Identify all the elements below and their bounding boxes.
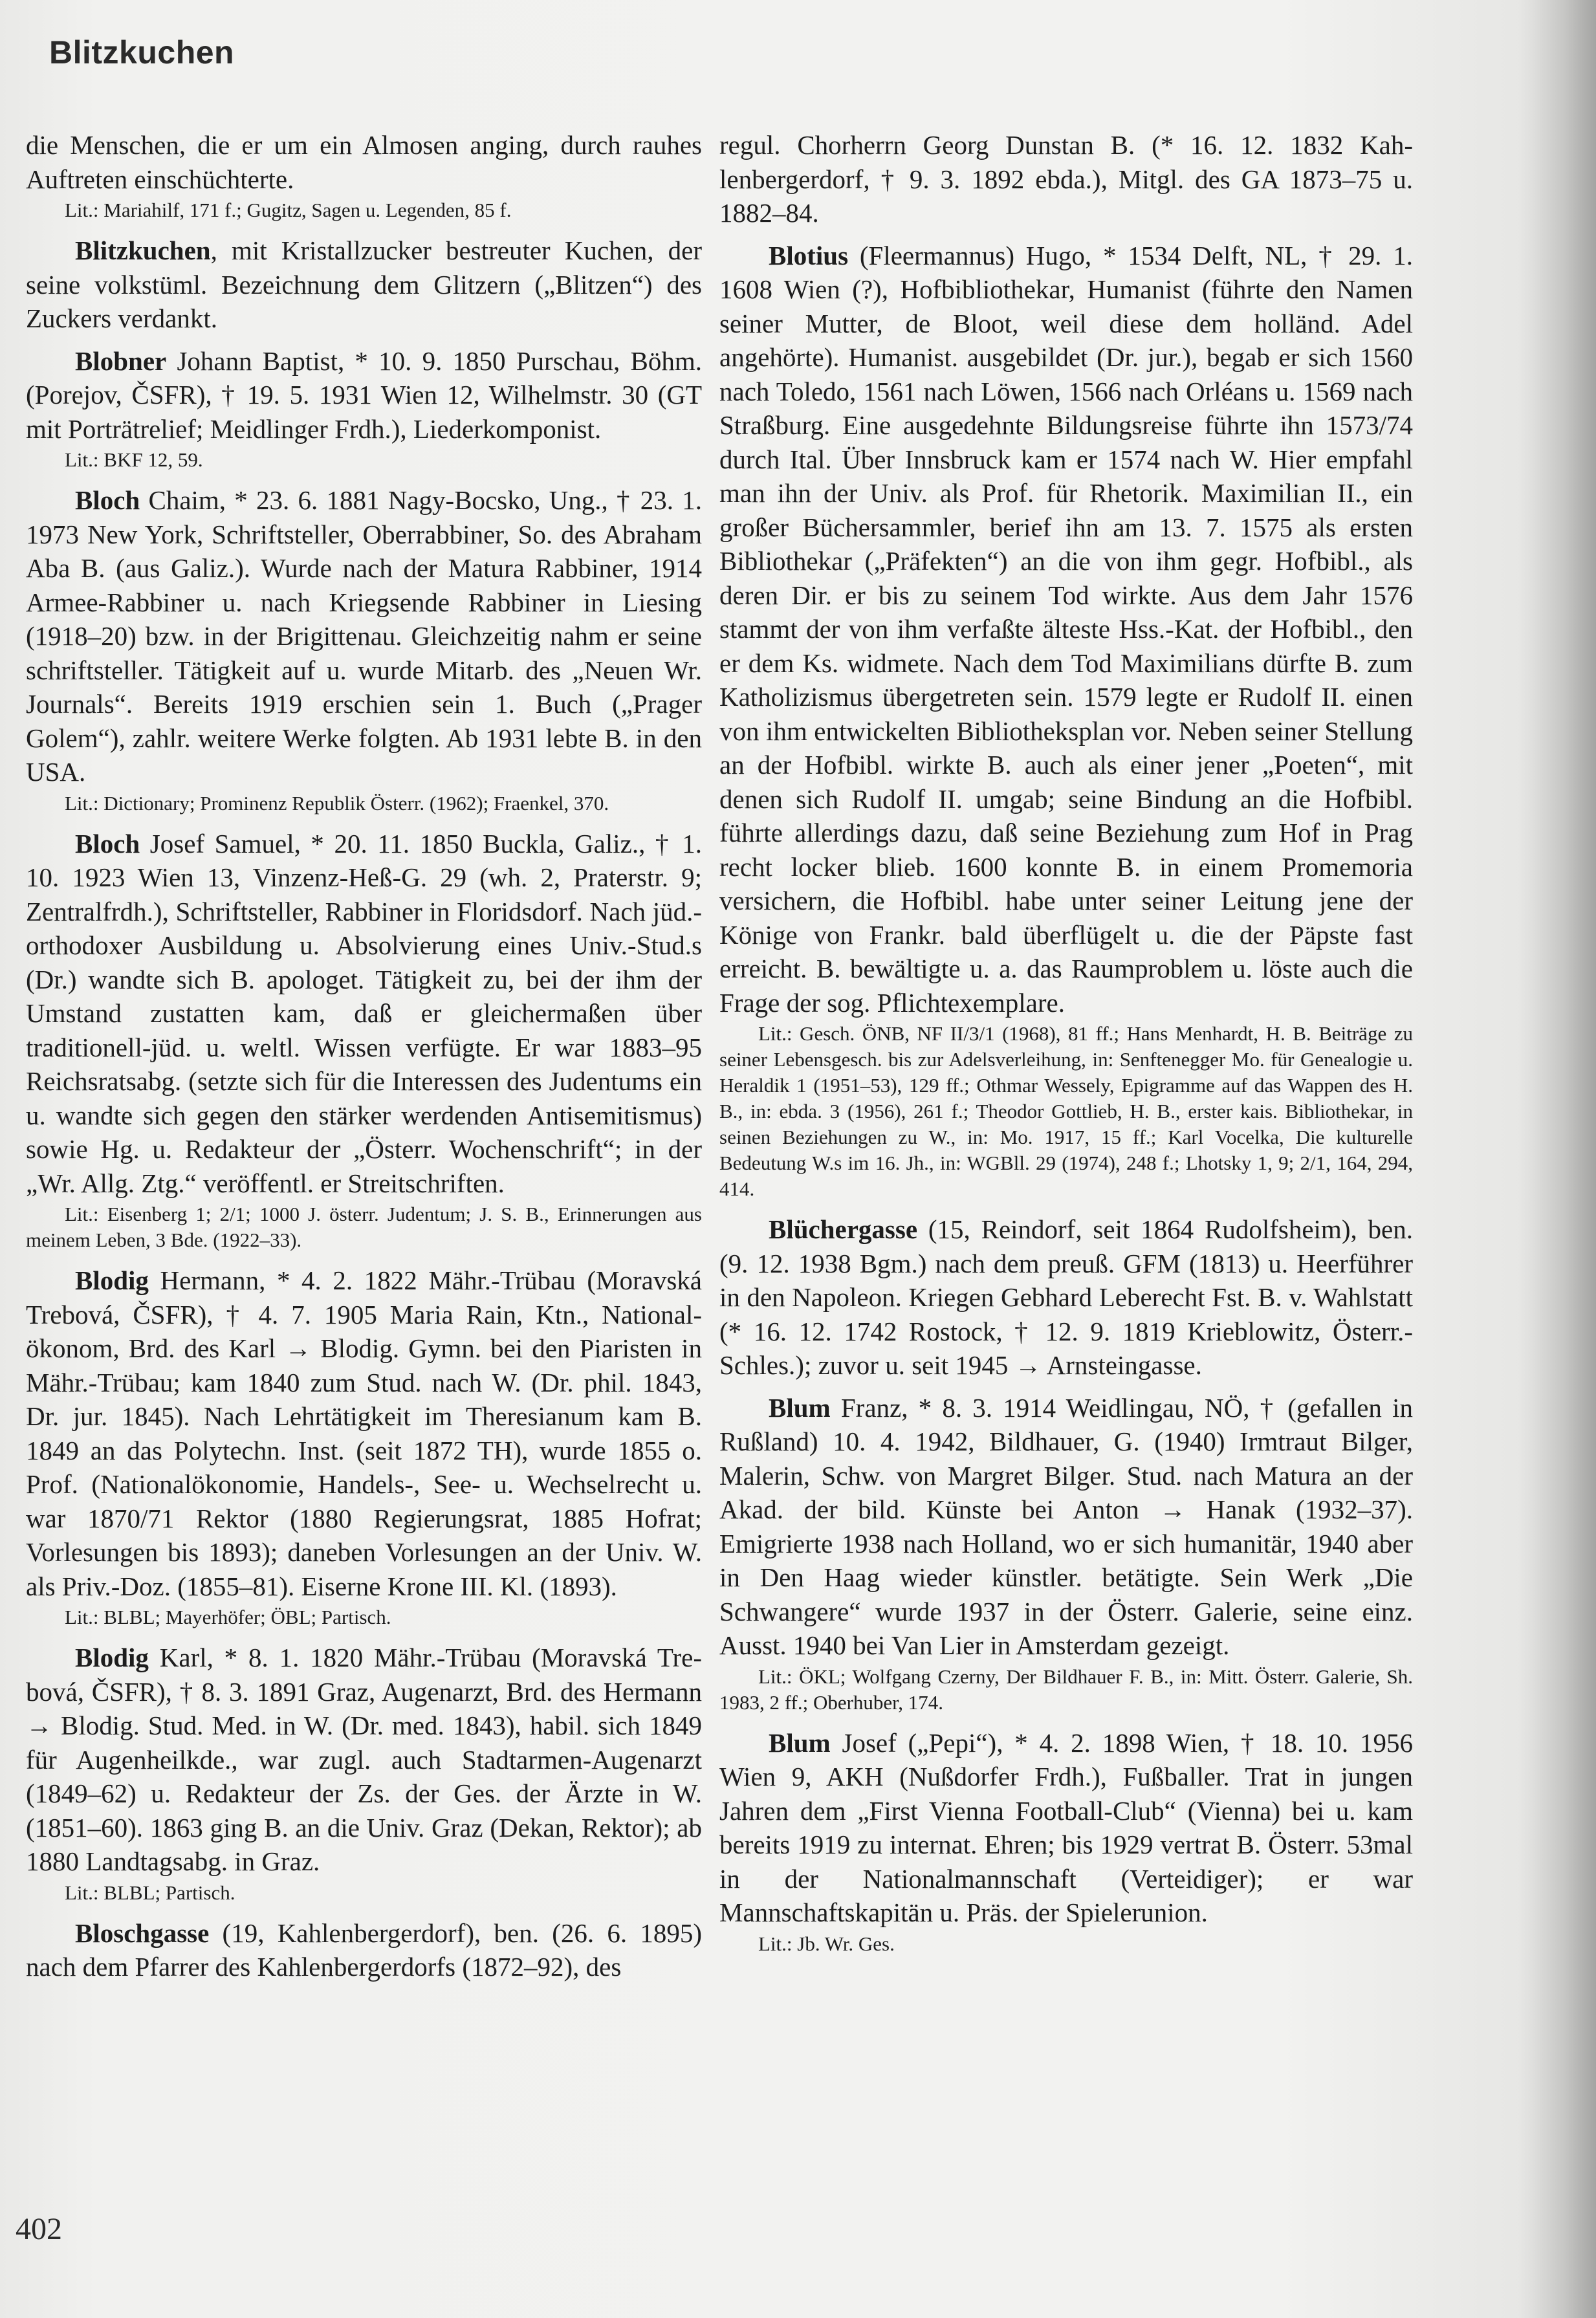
entry-text: [26, 344, 702, 446]
entry-lemma: Blobner: [75, 345, 167, 376]
dictionary-entry: [719, 239, 1413, 1203]
dictionary-entry: [719, 1391, 1413, 1716]
entry-text: [719, 1212, 1413, 1383]
entry-body: Josef Samuel, * 20. 11. 1850 Buckla, Galiz., † 1. 10. 1923 Wien 13, Vinzenz-Heß-G. 29 (wh. 2, Praterstr. 9; Zentralfrdh.), Schriftsteller, Rabbiner in Floridsdorf. Nach jüd.-orthodoxer Ausbildung u. Absolvierung eines Univ.-Stud.s (Dr.) wandte sich B. apologet. Tätigkeit zu, bei der ihm der Umstand zustatten kam, daß er gleichermaßen über traditionell-jüd. u. weltl. Wissen verfügte. Er war 1883–95 Reichsratsabg. (setzte sich für die Interessen des Judentums ein u. wandte sich gegen den stärker werdenden Antisemitismus) sowie Hg. u. Redakteur der „Österr. Wochenschrift“; in der „Wr. Allg. Ztg.“ veröffentl. er Streitschriften.: [26, 828, 702, 1198]
entry-text: [26, 1916, 702, 1984]
gutter-shadow: [1518, 0, 1596, 2318]
dictionary-entry: [719, 1726, 1413, 1957]
entry-lemma: Blum: [769, 1392, 831, 1423]
dictionary-entry: [26, 827, 702, 1254]
literature-reference: Lit.: Eisenberg 1; 2/1; 1000 J. österr. Judentum; J. S. B., Erinnerungen aus meinem Leben, 3 Bde. (1922–33).: [26, 1203, 702, 1251]
entry-lemma: Blodig: [75, 1643, 149, 1672]
entry-text: [26, 1641, 702, 1879]
entry-text: [719, 1726, 1413, 1930]
right-column: [719, 128, 1413, 1967]
entry-body: Franz, * 8. 3. 1914 Weidlingau, NÖ, † (gefallen in Rußland) 10. 4. 1942, Bildhauer, G. (1940) Irmtraut Bilger, Malerin, Schw. von Margret Bilger. Stud. nach Matura an der Akad. der bild. Künste bei Anton → Hanak (1932–37). Emigrierte 1938 nach Holland, wo er sich humanitär, 1940 aber in Den Haag wieder künstler. betätigte. Sein Werk „Die Schwangere“ wurde 1937 in der Österr. Galerie, seine einz. Ausst. 1940 bei Van Lier in Amsterdam gezeigt.: [719, 1392, 1413, 1660]
entry-body: Hermann, * 4. 2. 1822 Mähr.-Trübau (Moravská Trebová, ČSFR), † 4. 7. 1905 Maria Rain, Ktn., Nationalökonom, Brd. des Karl → Blodig. Gymn. bei den Piaristen in Mähr.-Trübau; kam 1840 zum Stud. nach W. (Dr. phil. 1843, Dr. jur. 1845). Nach Lehrtätigkeit im Theresianum kam B. 1849 an das Polytechn. Inst. (seit 1872 TH), wurde 1855 o. Prof. (Nationalökonomie, Handels-, See- u. Wechselrecht u. war 1870/71 Rektor (1880 Regierungsrat, 1885 Hofrat; Vorlesungen bis 1893); daneben Vorlesungen an der Univ. W. als Priv.-Doz. (1855–81). Eiserne Krone III. Kl. (1893).: [26, 1265, 702, 1601]
dictionary-entry: [26, 234, 702, 336]
left-column: [26, 128, 702, 1993]
entry-text: [26, 827, 702, 1201]
entry-text: [719, 128, 1413, 230]
entry-body: Chaim, * 23. 6. 1881 Nagy-Bocsko, Ung., † 23. 1. 1973 New York, Schriftsteller, Oberrabbiner, So. des Abraham Aba B. (aus Galiz.). Wurde nach der Matura Rabbiner, 1914 Armee-Rabbiner u. nach Kriegsende Rabbiner in Liesing (1918–20) bzw. in der Brigittenau. Gleichzeitig nahm er seine schriftsteller. Tätigkeit auf u. wurde Mitarb. des „Neuen Wr. Journals“. Bereits 1919 erschien sein 1. Buch („Prager Golem“), zahlr. weitere Werke folgten. Ab 1931 lebte B. in den USA.: [26, 485, 702, 787]
literature-reference: Lit.: BKF 12, 59.: [65, 448, 203, 471]
literature-reference: Lit.: Mariahilf, 171 f.; Gugitz, Sagen u. Legenden, 85 f.: [65, 199, 512, 221]
entry-lemma: Bloch: [75, 485, 140, 515]
entry-lemma: Bloch: [75, 828, 140, 858]
literature-reference: Lit.: BLBL; Mayerhöfer; ÖBL; Partisch.: [65, 1606, 391, 1628]
literature-reference: Lit.: Jb. Wr. Ges.: [758, 1932, 895, 1955]
dictionary-entry: [26, 1641, 702, 1906]
entry-body: Josef („Pepi“), * 4. 2. 1898 Wien, † 18. 10. 1956 Wien 9, AKH (Nußdorfer Frdh.), Fußballer. Trat in jungen Jahren dem „First Vienna Football-Club“ (Vienna) bei u. kam bereits 1919 zu internat. Ehren; bis 1929 vertrat B. Österr. 53mal in der Nationalmannschaft (Verteidiger); er war Mannschaftskapitän u. Präs. der Spielerunion.: [719, 1727, 1413, 1927]
dictionary-entry: [26, 1263, 702, 1630]
entry-text: [719, 1391, 1413, 1663]
literature-reference: Lit.: BLBL; Partisch.: [65, 1881, 235, 1904]
entry-lemma: Blüchergasse: [769, 1214, 918, 1244]
dictionary-entry: [26, 483, 702, 816]
dictionary-entry: [26, 128, 702, 223]
entry-text: [26, 483, 702, 789]
dictionary-entry: [26, 344, 702, 474]
dictionary-entry: [719, 1212, 1413, 1383]
entry-body: Karl, * 8. 1. 1820 Mähr.-Trübau (Moravská Trebová, ČSFR), † 8. 3. 1891 Graz, Augenarzt, Brd. des Hermann → Blodig. Stud. Med. in W. (Dr. med. 1843), habil. sich 1849 für Augenheilkde., war zugl. auch Stadtarmen-Augenarzt (1849–62) u. Redakteur der Zs. der Ges. der Ärzte in W. (1851–60). 1863 ging B. an die Univ. Graz (Dekan, Rektor); ab 1880 Landtagsabg. in Graz.: [26, 1643, 702, 1876]
page-number: 402: [16, 2212, 62, 2246]
literature-reference: Lit.: ÖKL; Wolfgang Czerny, Der Bildhauer F. B., in: Mitt. Österr. Galerie, Sh. 1983, 2 ff.; Oberhuber, 174.: [719, 1665, 1413, 1714]
entry-text: [719, 239, 1413, 1020]
entry-body: regul. Chorherrn Georg Dunstan B. (* 16. 12. 1832 Kahlenbergerdorf, † 9. 3. 1892 ebda.), Mitgl. des GA 1873–75 u. 1882–84.: [719, 130, 1413, 228]
entry-lemma: Blotius: [769, 240, 849, 270]
literature-reference: Lit.: Dictionary; Prominenz Republik Österr. (1962); Fraenkel, 370.: [65, 791, 609, 815]
running-head: Blitzkuchen: [49, 34, 235, 71]
entry-lemma: Blum: [769, 1727, 831, 1758]
entry-lemma: Bloschgasse: [75, 1918, 210, 1948]
entry-body: die Menschen, die er um ein Almosen anging, durch rauhes Auftreten einschüchterte.: [26, 130, 702, 194]
entry-text: [26, 128, 702, 196]
entry-text: [26, 234, 702, 336]
entry-body: (19, Kahlenbergerdorf), ben. (26. 6. 1895) nach dem Pfarrer des Kahlenbergerdorfs (1872–92), des: [26, 1918, 702, 1982]
entry-body: (15, Reindorf, seit 1864 Rudolfsheim), ben. (9. 12. 1938 Bgm.) nach dem preuß. GFM (1813) u. Heerführer in den Napoleon. Kriegen Gebhard Leberecht Fst. B. v. Wahlstatt (* 16. 12. 1742 Rostock, † 12. 9. 1819 Krieblowitz, Österr.-Schles.); zuvor u. seit 1945 → Arnsteingasse.: [719, 1214, 1413, 1380]
entry-text: [26, 1263, 702, 1603]
dictionary-entry: [26, 1916, 702, 1984]
dictionary-entry: [719, 128, 1413, 230]
entry-body: Johann Baptist, * 10. 9. 1850 Purschau, Böhm. (Porejov, ČSFR), † 19. 5. 1931 Wien 12, Wilhelmstr. 30 (GT mit Porträtrelief; Meidlinger Frdh.), Liederkomponist.: [26, 345, 702, 444]
entry-body: , mit Kristallzucker bestreuter Kuchen, der seine volkstüml. Bezeichnung dem Glitzern („Blitzen“) des Zuckers verdankt.: [26, 235, 702, 333]
entry-lemma: Blodig: [75, 1265, 149, 1295]
entry-body: (Fleermannus) Hugo, * 1534 Delft, NL, † 29. 1. 1608 Wien (?), Hofbibliothekar, Humanist (führte den Namen seiner Mutter, de Bloot, weil diese dem holländ. Adel angehörte). Humanist. ausgebildet (Dr. jur.), begab er sich 1560 nach Toledo, 1561 nach Löwen, 1566 nach Orléans u. 1569 nach Straßburg. Eine ausgedehnte Bildungsreise führte ihn 1573/74 durch Ital. Über Innsbruck kam er 1574 nach W. Hier empfahl man ihn der Univ. als Prof. für Rhetorik. Maximilian II., ein großer Büchersammler, berief ihn am 13. 7. 1575 als ersten Bibliothekar („Präfekten“) an die von ihm gegr. Hofbibl., als deren Dir. er bis zu seinem Tod wirkte. Aus dem Jahr 1576 stammt der von ihm verfaßte älteste Hss.-Kat. der Hofbibl., den er dem Ks. widmete. Nach dem Tod Maximilians dürfte B. zum Katholizismus übergetreten sein. 1579 legte er Rudolf II. einen von ihm entwickelten Bibliotheksplan vor. Neben seiner Stellung an der Hofbibl. wirkte B. auch als einer jener „Poeten“, mit denen sich Rudolf II. umgab; seine Bindung an die Hofbibl. führte allerdings dazu, daß seine Beziehung zum Hof in Prag recht locker blieb. 1600 konnte B. in einem Promemoria versichern, die Hofbibl. habe unter seiner Leitung jene der Könige von Frankr. bald überflügelt u. die der Päpste fast erreicht. B. bewältigte u. a. das Raumproblem u. löste auch die Frage der sog. Pflichtexemplare.: [719, 240, 1413, 1018]
entry-lemma: Blitzkuchen: [75, 235, 211, 265]
literature-reference: Lit.: Gesch. ÖNB, NF II/3/1 (1968), 81 ff.; Hans Menhardt, H. B. Beiträge zu seiner Lebensgesch. bis zur Adelsverleihung, in: Senftenegger Mo. für Genealogie u. Heraldik 1 (1951–53), 129 ff.; Othmar Wessely, Epigramme auf das Wappen des H. B., in: ebda. 3 (1956), 261 f.; Theodor Gottlieb, H. B., erster kais. Bibliothekar, in seinen Beziehungen zu W., in: Mo. 1917, 15 ff.; Karl Vocelka, Die kulturelle Bedeutung W.s im 16. Jh., in: WGBll. 29 (1974), 248 f.; Lhotsky 1, 9; 2/1, 164, 294, 414.: [719, 1022, 1413, 1200]
